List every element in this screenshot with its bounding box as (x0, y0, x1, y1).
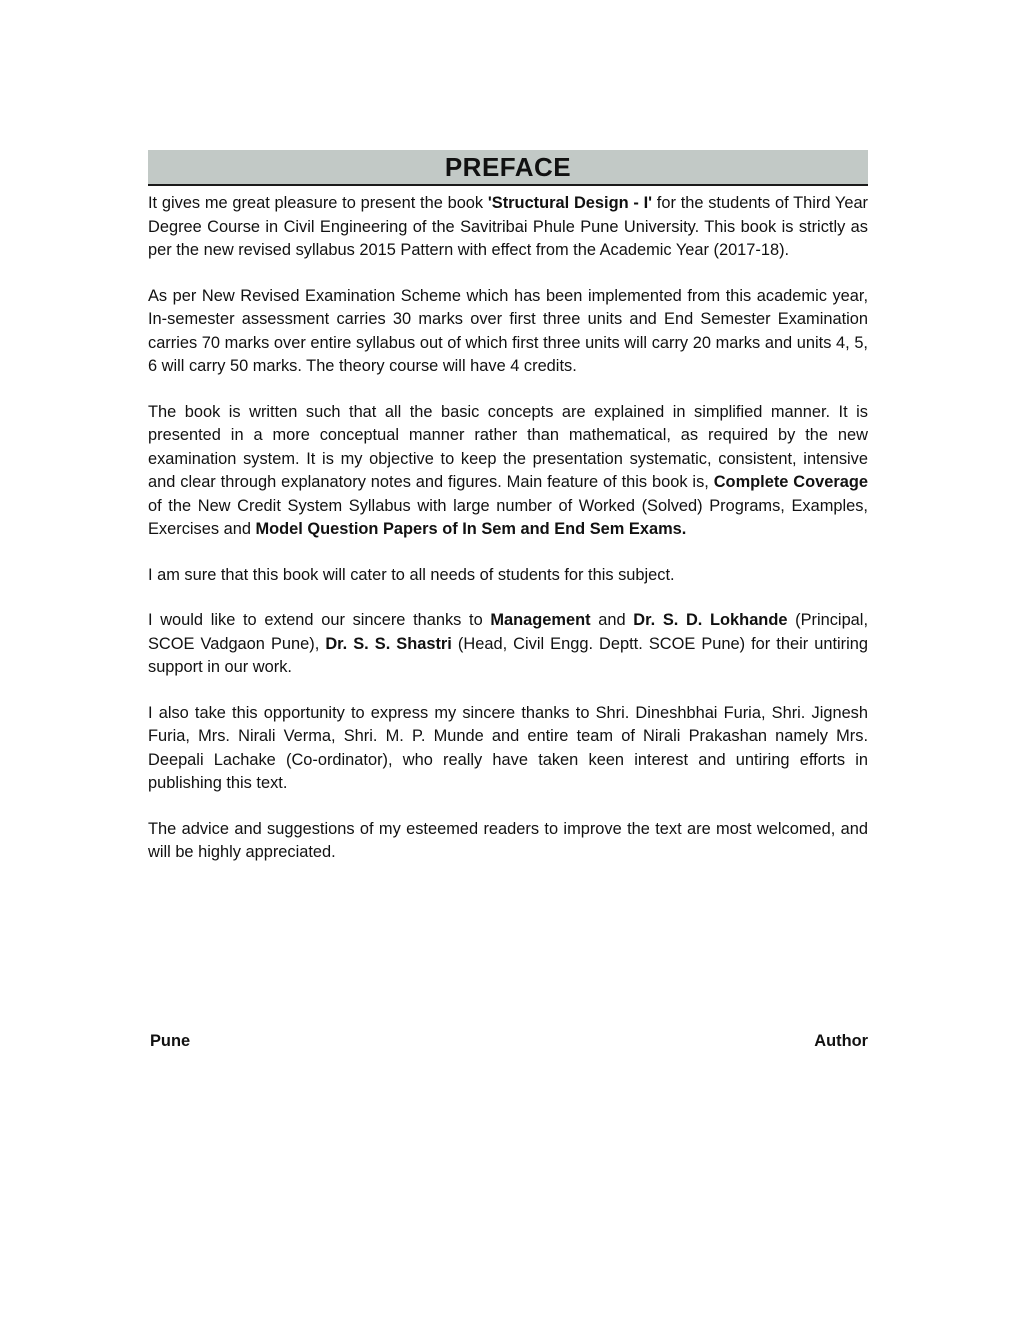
text-run: The book is written such that all the basic concepts are explained in simplified manner. It is presented in a more conceptual manner rather than mathematical, as required by the new examination system. It is my objective to keep the presentation systematic, consistent, intensive and clear through explanatory notes and figures. Main feature of this book is, (148, 402, 868, 491)
paragraph-2 (148, 285, 868, 379)
bold-text: 'Structural Design - I' (487, 194, 653, 212)
footer-signature: Author (814, 1032, 868, 1050)
text-run: (Head, Civil Engg. Deptt. SCOE Pune) for their untiring support in our work. (148, 634, 868, 676)
paragraph-3 (148, 401, 868, 542)
text-run: It gives me great pleasure to present the book (148, 194, 488, 212)
text-run: The advice and suggestions of my esteemed readers to improve the text are most welcomed, and will be highly appreciated. (148, 819, 868, 861)
bold-text: Complete Coverage (713, 473, 868, 491)
bold-text: Dr. S. D. Lokhande (633, 611, 788, 629)
text-run: and (590, 611, 634, 629)
section-header (148, 150, 868, 186)
text-run: of the New Credit System Syllabus with large number of Worked (Solved) Programs, Examples, Exercises and (148, 496, 868, 538)
footer-place: Pune (150, 1032, 191, 1050)
paragraph-7 (148, 818, 868, 865)
preface-page (148, 150, 868, 887)
text-run: (Principal, SCOE Vadgaon Pune), (148, 611, 868, 653)
bold-text: Dr. S. S. Shastri (325, 634, 452, 653)
page-title: PREFACE (444, 151, 572, 182)
text-run: As per New Revised Examination Scheme which has been implemented from this academic year, In-semester assessment carries 30 marks over first three units and End Semester Examination carries 70 marks over entire syllabus out of which first three units will carry 20 marks and units 4, 5, 6 will carry 50 marks. The theory course will have 4 credits. (148, 286, 868, 375)
bold-text: Management (490, 611, 591, 629)
text-run: I also take this opportunity to express my sincere thanks to Shri. Dineshbhai Furia, Shri. Jignesh Furia, Mrs. Nirali Verma, Shri. M. P. Munde and entire team of Nirali Prakashan namely Mrs. Deepali Lachake (Co-ordinator), who really have taken keen interest and untiring efforts in publishing this text. (148, 703, 868, 792)
text-run: for the students of Third Year Degree Course in Civil Engineering of the Savitribai Phule Pune University. This book is strictly as per the new revised syllabus 2015 Pattern with effect from the Academic Year (2017-18). (148, 194, 869, 259)
preface-body (148, 192, 868, 865)
paragraph-5 (148, 609, 868, 680)
text-run: I am sure that this book will cater to all needs of students for this subject. (148, 565, 675, 584)
text-run: I would like to extend our sincere thanks to (148, 611, 491, 629)
footer (150, 1032, 868, 1051)
paragraph-4 (148, 564, 868, 588)
paragraph-6 (148, 702, 868, 796)
paragraph-1 (148, 192, 868, 263)
bold-text: Model Question Papers of In Sem and End Sem Exams. (255, 520, 687, 538)
